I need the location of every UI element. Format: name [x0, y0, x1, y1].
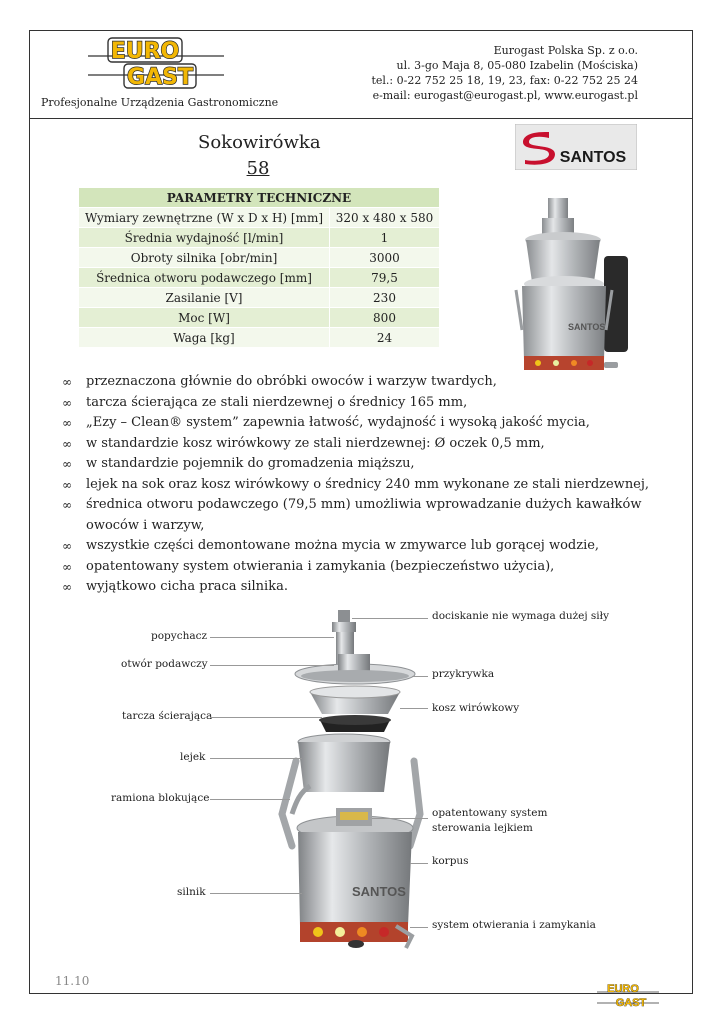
logo-top-text: EURO: [110, 39, 180, 64]
spec-label: Moc [W]: [79, 308, 330, 328]
label-feed-opening: otwór podawczy: [121, 658, 208, 670]
list-item: [62, 557, 662, 578]
spec-value: 320 x 480 x 580: [330, 208, 440, 228]
bullet-icon: ∞: [62, 559, 72, 574]
label-motor: silnik: [177, 886, 206, 898]
exploded-parts-drawing: [0, 596, 724, 976]
list-item: [62, 577, 662, 598]
list-item: [62, 495, 662, 536]
santos-logo-text: SANTOS: [559, 149, 627, 166]
bullet-icon: ∞: [62, 416, 72, 430]
eurogast-logo: [88, 34, 224, 92]
bullet-icon: ∞: [62, 580, 72, 594]
leader-control: [372, 818, 428, 819]
spec-table: [78, 187, 440, 348]
spec-label: Waga [kg]: [79, 328, 330, 348]
list-item: [62, 413, 662, 434]
footer-eurogast-logo: [597, 979, 659, 1011]
spec-value: 79,5: [330, 268, 440, 288]
bullet-icon: ∞: [62, 375, 72, 389]
spec-label: Obroty silnika [obr/min]: [79, 248, 330, 268]
leader-pressing: [352, 618, 428, 619]
label-grating-disc: tarcza ścierająca: [122, 710, 213, 722]
exploded-diagram: [0, 596, 724, 976]
leader-feed-opening: [210, 665, 334, 666]
list-item: [62, 372, 662, 393]
bullet-icon: ∞: [62, 539, 72, 553]
leader-funnel: [210, 758, 302, 759]
svg-text:SANTOS: SANTOS: [568, 322, 606, 332]
feature-text: opatentowany system otwierania i zamykania (bezpieczeństwo użycia),: [86, 558, 555, 574]
spec-row: [79, 208, 440, 228]
spec-label: Zasilanie [V]: [79, 288, 330, 308]
company-address: ul. 3-go Maja 8, 05-080 Izabelin (Mościska): [396, 59, 638, 72]
leader-body: [410, 863, 428, 864]
spec-value: 1: [330, 228, 440, 248]
label-open-close: system otwierania i zamykania: [432, 919, 596, 931]
label-lid: przykrywka: [432, 668, 495, 680]
list-item: [62, 475, 662, 496]
footer-logo-top: EURO: [607, 983, 639, 995]
bullet-icon: ∞: [62, 498, 72, 512]
feature-text: w standardzie kosz wirówkowy ze stali nierdzewnej: Ø oczek 0,5 mm,: [86, 435, 545, 451]
feature-list: [62, 372, 662, 598]
spec-value: 230: [330, 288, 440, 308]
page-code: 11.10: [55, 974, 90, 988]
feature-text: wszystkie części demontowane można mycia w zmywarce lub gorącej wodzie,: [86, 538, 600, 553]
leader-motor: [210, 893, 302, 894]
list-item: [62, 454, 662, 475]
label-body: korpus: [432, 855, 469, 867]
label-pressing: dociskanie nie wymaga dużej siły: [432, 610, 609, 622]
leader-locking-arms: [210, 799, 290, 800]
spec-value: 3000: [330, 248, 440, 268]
spec-row: [79, 228, 440, 248]
label-basket: kosz wirówkowy: [432, 702, 520, 714]
spec-row: [79, 328, 440, 348]
leader-lid: [412, 676, 428, 677]
spec-header-row: [79, 188, 440, 208]
leader-open-close: [410, 927, 428, 928]
body-brand-text: SANTOS: [352, 884, 406, 899]
leader-pusher: [210, 637, 334, 638]
spec-row: [79, 308, 440, 328]
company-info: [318, 43, 638, 103]
logo-bottom-text: GAST: [127, 65, 193, 90]
bullet-icon: ∞: [62, 457, 72, 471]
company-phones: tel.: 0-22 752 25 18, 19, 23, fax: 0-22 752 25 24: [371, 74, 638, 87]
feature-text: „Ezy – Clean® system” zapewnia łatwość, wydajność i wysoką jakość mycia,: [86, 415, 590, 430]
leader-basket: [400, 708, 428, 709]
bullet-icon: ∞: [62, 436, 72, 451]
product-photo: [508, 190, 634, 384]
feature-text: średnica otworu podawczego (79,5 mm) umożliwia wprowadzanie dużych kawałków owoców i warzyw,: [86, 497, 642, 533]
bullet-icon: ∞: [62, 395, 72, 410]
spec-value: 800: [330, 308, 440, 328]
label-control-line1: opatentowany system: [432, 807, 548, 819]
product-model: 58: [246, 158, 270, 179]
list-item: [62, 536, 662, 557]
list-item: [62, 393, 662, 414]
bullet-icon: ∞: [62, 477, 72, 492]
label-pusher: popychacz: [151, 630, 208, 642]
spec-heading: PARAMETRY TECHNICZNE: [79, 188, 440, 208]
spec-label: Średnia wydajność [l/min]: [79, 228, 330, 248]
spec-label: Średnica otworu podawczego [mm]: [79, 268, 330, 288]
list-item: [62, 434, 662, 455]
spec-value: 24: [330, 328, 440, 348]
company-name: Eurogast Polska Sp. z o.o.: [493, 44, 638, 57]
feature-text: w standardzie pojemnik do gromadzenia miąższu,: [86, 456, 415, 471]
footer-logo-bottom: GAST: [615, 997, 647, 1009]
product-title: Sokowirówka: [198, 132, 321, 153]
spec-label: Wymiary zewnętrzne (W x D x H) [mm]: [79, 208, 330, 228]
label-control-line2: sterowania lejkiem: [432, 822, 533, 834]
label-locking-arms: ramiona blokujące: [111, 792, 210, 804]
company-tagline: Profesjonalne Urządzenia Gastronomiczne: [41, 96, 279, 109]
header-divider: [29, 118, 693, 119]
feature-text: tarcza ścierająca ze stali nierdzewnej o średnicy 165 mm,: [86, 394, 468, 410]
spec-row: [79, 248, 440, 268]
leader-grating-disc: [210, 717, 322, 718]
label-funnel: lejek: [180, 751, 206, 763]
company-contact: e-mail: eurogast@eurogast.pl, www.eurogast.pl: [372, 89, 638, 102]
spec-row: [79, 288, 440, 308]
feature-text: lejek na sok oraz kosz wirówkowy o średnicy 240 mm wykonane ze stali nierdzewnej,: [86, 476, 650, 492]
feature-text: przeznaczona głównie do obróbki owoców i warzyw twardych,: [86, 374, 497, 389]
spec-row: [79, 268, 440, 288]
santos-logo: [515, 124, 637, 170]
feature-text: wyjątkowo cicha praca silnika.: [86, 579, 288, 594]
